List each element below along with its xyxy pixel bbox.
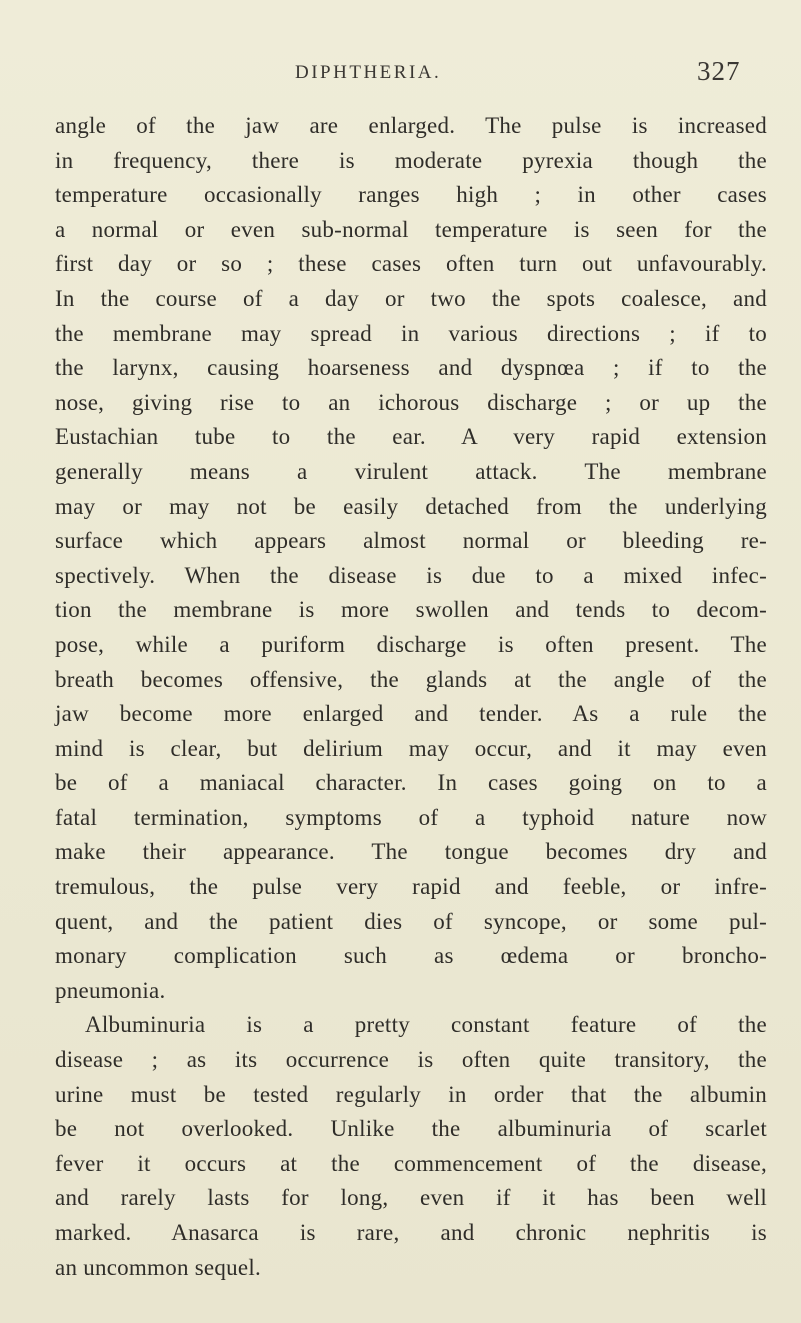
text-line: tremulous, the pulse very rapid and feeble, or infre- [55, 874, 767, 900]
text-line: fatal termination, symptoms of a typhoid nature now [55, 804, 767, 830]
page-number: 327 [697, 56, 741, 86]
text-line: monary complication such as œdema or broncho- [55, 943, 767, 969]
paragraph-end-line: pneumonia. [55, 977, 166, 1003]
text-line: temperature occasionally ranges high ; in other cases [55, 182, 767, 208]
text-line: breath becomes offensive, the glands at the angle of the [55, 666, 767, 692]
body-text [55, 109, 767, 1285]
text-line: fever it occurs at the commencement of the disease, [55, 1150, 767, 1176]
text-line: the membrane may spread in various directions ; if to [55, 320, 767, 346]
text-line: tion the membrane is more swollen and tends to decom- [55, 597, 767, 623]
text-line: jaw become more enlarged and tender. As a rule the [55, 701, 767, 727]
text-line: Eustachian tube to the ear. A very rapid extension [55, 424, 767, 450]
text-line: may or may not be easily detached from the underlying [55, 493, 767, 519]
text-line: make their appearance. The tongue becomes dry and [55, 839, 767, 865]
paragraph-end-line: an uncommon sequel. [55, 1254, 261, 1280]
text-line: generally means a virulent attack. The membrane [55, 458, 767, 484]
text-line: disease ; as its occurrence is often quite transitory, the [55, 1047, 767, 1073]
text-line: be not overlooked. Unlike the albuminuria of scarlet [55, 1116, 767, 1142]
text-line: surface which appears almost normal or bleeding re- [55, 528, 767, 554]
text-line: angle of the jaw are enlarged. The pulse is increased [55, 113, 767, 138]
text-line: a normal or even sub-normal temperature is seen for the [55, 216, 767, 242]
text-line: pose, while a puriform discharge is often present. The [55, 631, 767, 657]
text-line: in frequency, there is moderate pyrexia though the [55, 147, 767, 173]
text-line: In the course of a day or two the spots coalesce, and [55, 285, 767, 311]
paragraph-start-line: Albuminuria is a pretty constant feature of the [85, 1012, 767, 1038]
text-line: marked. Anasarca is rare, and chronic nephritis is [55, 1220, 767, 1245]
page-header [0, 56, 801, 90]
running-head: DIPHTHERIA. [295, 62, 442, 83]
text-line: the larynx, causing hoarseness and dyspnœa ; if to the [55, 355, 767, 381]
text-line: mind is clear, but delirium may occur, and it may even [55, 735, 767, 761]
text-line: first day or so ; these cases often turn out unfavourably. [55, 251, 767, 277]
text-line: be of a maniacal character. In cases going on to a [55, 770, 767, 796]
text-line: urine must be tested regularly in order that the albumin [55, 1081, 767, 1107]
text-line: nose, giving rise to an ichorous discharge ; or up the [55, 389, 767, 415]
text-line: spectively. When the disease is due to a mixed infec- [55, 562, 767, 588]
text-line: quent, and the patient dies of syncope, or some pul- [55, 908, 767, 934]
text-line: and rarely lasts for long, even if it has been well [55, 1185, 767, 1211]
